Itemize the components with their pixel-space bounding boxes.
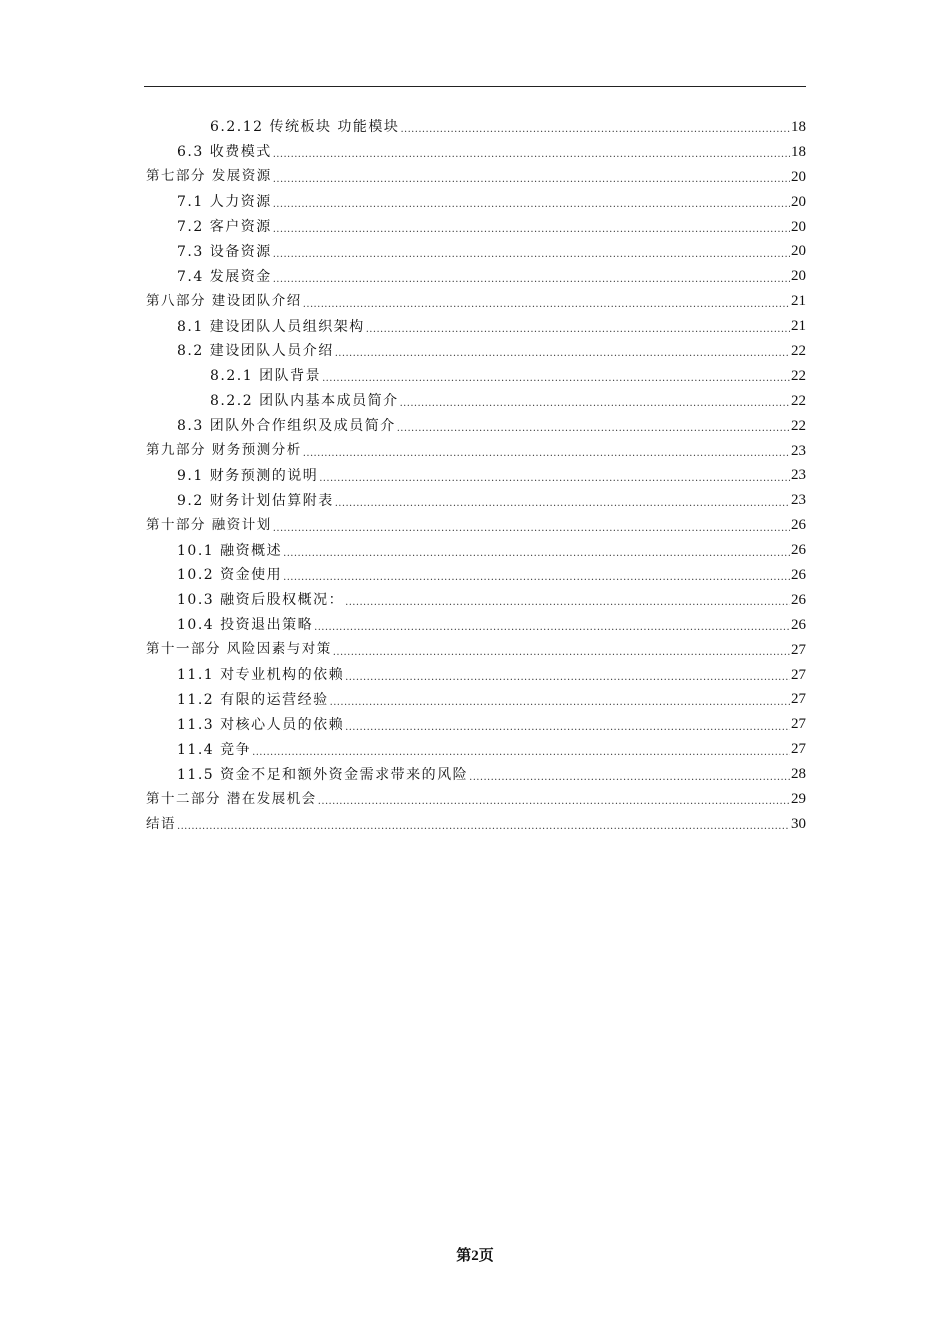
toc-dot-leader [273, 524, 790, 534]
toc-entry-label: 10.3 融资后股权概况： [177, 592, 345, 609]
toc-entry-page: 22 [791, 367, 806, 384]
toc-entry[interactable] [144, 239, 806, 264]
toc-entry-page: 27 [791, 741, 806, 758]
toc-entry[interactable] [144, 613, 806, 638]
toc-entry-label: 第十二部分 潜在发展机会 [146, 790, 317, 807]
toc-entry-page: 20 [791, 218, 806, 235]
toc-entry[interactable] [144, 289, 806, 314]
toc-entry-label: 10.2 资金使用 [177, 567, 283, 584]
table-of-contents [144, 115, 806, 837]
toc-entry[interactable] [144, 140, 806, 165]
toc-entry-label: 11.2 有限的运营经验 [177, 691, 329, 708]
toc-dot-leader [400, 125, 790, 135]
toc-entry[interactable] [144, 538, 806, 563]
toc-entry[interactable] [144, 787, 806, 812]
toc-entry-label: 7.4 发展资金 [177, 268, 272, 285]
toc-entry-page: 23 [791, 492, 806, 509]
toc-dot-leader [335, 499, 790, 509]
toc-entry[interactable] [144, 115, 806, 140]
toc-entry-page: 28 [791, 766, 806, 783]
toc-dot-leader [314, 623, 790, 633]
toc-entry[interactable] [144, 314, 806, 339]
toc-dot-leader [333, 648, 790, 658]
toc-entry-label: 8.1 建设团队人员组织架构 [177, 318, 365, 335]
toc-dot-leader [273, 250, 790, 260]
toc-entry-label: 结语 [146, 815, 176, 832]
toc-dot-leader [397, 424, 790, 434]
page-number-footer: 第2页 [456, 1248, 494, 1264]
toc-dot-leader [283, 573, 790, 583]
toc-entry-label: 11.1 对专业机构的依赖 [177, 667, 345, 684]
toc-entry-label: 11.3 对核心人员的依赖 [177, 716, 345, 733]
toc-entry[interactable] [144, 264, 806, 289]
toc-entry-label: 第十一部分 风险因素与对策 [146, 641, 332, 658]
toc-entry[interactable] [144, 339, 806, 364]
toc-entry[interactable] [144, 439, 806, 464]
toc-dot-leader [273, 175, 790, 185]
toc-entry-label: 11.5 资金不足和额外资金需求带来的风险 [177, 766, 469, 783]
toc-dot-leader [177, 822, 790, 832]
toc-entry-label: 10.4 投资退出策略 [177, 617, 314, 634]
toc-entry[interactable] [144, 712, 806, 737]
toc-entry[interactable] [144, 389, 806, 414]
toc-entry[interactable] [144, 165, 806, 190]
toc-dot-leader [319, 474, 790, 484]
toc-dot-leader [303, 449, 790, 459]
toc-entry[interactable] [144, 762, 806, 787]
toc-entry[interactable] [144, 812, 806, 837]
toc-entry-page: 18 [791, 143, 806, 160]
toc-entry[interactable] [144, 190, 806, 215]
toc-dot-leader [345, 598, 790, 608]
toc-dot-leader [273, 225, 790, 235]
toc-entry[interactable] [144, 414, 806, 439]
toc-entry-label: 第九部分 财务预测分析 [146, 442, 302, 459]
toc-entry-label: 第八部分 建设团队介绍 [146, 292, 302, 309]
toc-entry-page: 20 [791, 193, 806, 210]
toc-entry-page: 23 [791, 467, 806, 484]
toc-entry-page: 22 [791, 417, 806, 434]
toc-entry-page: 27 [791, 691, 806, 708]
toc-entry-page: 23 [791, 442, 806, 459]
toc-entry-page: 18 [791, 118, 806, 135]
toc-entry-page: 30 [791, 815, 806, 832]
toc-dot-leader [366, 325, 790, 335]
toc-entry[interactable] [144, 488, 806, 513]
toc-entry-page: 21 [791, 293, 806, 310]
toc-entry-label: 8.2.2 团队内基本成员简介 [210, 393, 399, 410]
toc-dot-leader [322, 374, 790, 384]
toc-dot-leader [345, 723, 790, 733]
toc-entry-label: 11.4 竞争 [177, 741, 252, 758]
toc-dot-leader [335, 349, 790, 359]
toc-entry-label: 9.2 财务计划估算附表 [177, 492, 334, 509]
toc-entry-page: 27 [791, 641, 806, 658]
toc-entry-label: 第十部分 融资计划 [146, 516, 272, 533]
toc-entry-page: 26 [791, 616, 806, 633]
toc-dot-leader [318, 797, 790, 807]
toc-entry-page: 20 [791, 243, 806, 260]
toc-entry-page: 27 [791, 666, 806, 683]
header-rule [144, 86, 806, 87]
toc-dot-leader [330, 698, 790, 708]
toc-dot-leader [273, 275, 790, 285]
toc-dot-leader [283, 549, 790, 559]
toc-entry[interactable] [144, 215, 806, 240]
toc-entry[interactable] [144, 737, 806, 762]
toc-entry-label: 7.3 设备资源 [177, 243, 272, 260]
toc-entry-page: 29 [791, 790, 806, 807]
toc-entry[interactable] [144, 563, 806, 588]
toc-entry-page: 27 [791, 716, 806, 733]
toc-entry[interactable] [144, 687, 806, 712]
toc-entry-label: 6.3 收费模式 [177, 144, 272, 161]
toc-entry-label: 6.2.12 传统板块 功能模块 [210, 119, 400, 136]
toc-dot-leader [469, 773, 790, 783]
toc-entry-page: 26 [791, 542, 806, 559]
toc-entry-label: 8.3 团队外合作组织及成员简介 [177, 418, 396, 435]
toc-entry[interactable] [144, 364, 806, 389]
toc-entry-page: 22 [791, 342, 806, 359]
toc-entry[interactable] [144, 638, 806, 663]
toc-dot-leader [252, 748, 790, 758]
toc-entry[interactable] [144, 463, 806, 488]
toc-entry-page: 26 [791, 591, 806, 608]
toc-entry[interactable] [144, 663, 806, 688]
toc-dot-leader [400, 399, 790, 409]
toc-entry-page: 26 [791, 517, 806, 534]
toc-entry-label: 第七部分 发展资源 [146, 168, 272, 185]
toc-dot-leader [273, 200, 790, 210]
toc-entry[interactable] [144, 588, 806, 613]
toc-entry-page: 20 [791, 168, 806, 185]
toc-entry-page: 22 [791, 392, 806, 409]
toc-entry-page: 21 [791, 318, 806, 335]
toc-entry-label: 7.2 客户资源 [177, 219, 272, 235]
toc-entry-label: 7.1 人力资源 [177, 194, 272, 211]
toc-entry-label: 8.2.1 团队背景 [210, 368, 322, 385]
toc-entry-page: 20 [791, 268, 806, 285]
toc-entry-label: 9.1 财务预测的说明 [177, 467, 319, 484]
toc-entry-page: 26 [791, 566, 806, 583]
toc-dot-leader [345, 673, 790, 683]
toc-entry-label: 8.2 建设团队人员介绍 [177, 343, 334, 360]
toc-dot-leader [273, 150, 790, 160]
toc-entry[interactable] [144, 513, 806, 538]
toc-dot-leader [303, 300, 790, 310]
toc-entry-label: 10.1 融资概述 [177, 542, 283, 559]
